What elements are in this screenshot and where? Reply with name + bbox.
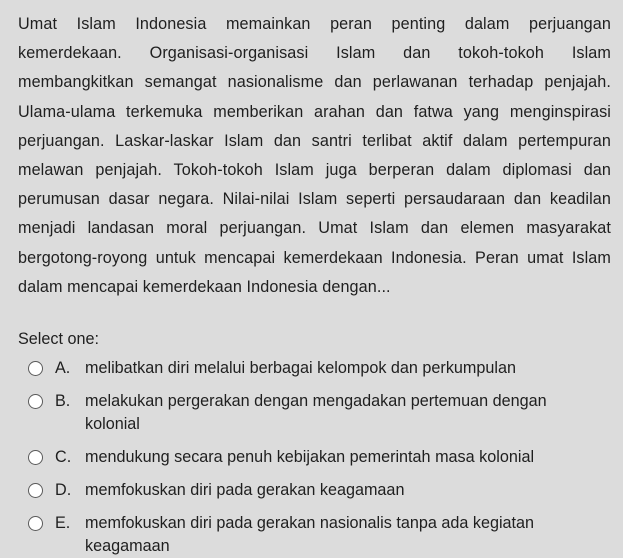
radio-button-e[interactable] — [28, 516, 43, 531]
question-text: Umat Islam Indonesia memainkan peran penting dalam perjuangan kemerdekaan. Organisasi-organisasi Islam dan tokoh-tokoh Islam membangkitkan semangat nasionalisme dan perlawanan terhadap penjajah. Ulama-ulama terkemuka memberikan arahan dan fatwa yang menginspirasi perjuangan. Laskar-laskar Islam dan santri terlibat aktif dalam pertempuran melawan penjajah. Tokoh-tokoh Islam juga berperan dalam diplomasi dan perumusan dasar negara. Nilai-nilai Islam seperti persaudaraan dan keadilan menjadi landasan moral perjuangan. Umat Islam dan elemen masyarakat bergotong-royong untuk mencapai kemerdekaan Indonesia. Peran umat Islam dalam mencapai kemerdekaan Indonesia dengan... — [18, 15, 611, 296]
option-letter: B. — [55, 392, 71, 411]
option-letter: A. — [55, 359, 71, 378]
option-text: memfokuskan diri pada gerakan keagamaan — [85, 481, 405, 500]
answer-option-a[interactable] — [18, 357, 611, 380]
option-text: melibatkan diri melalui berbagai kelompok dan perkumpulan — [85, 359, 517, 378]
option-text: memfokuskan diri pada gerakan nasionalis tanpa ada kegiatan keagamaan — [85, 514, 535, 556]
answer-option-c[interactable] — [18, 446, 611, 469]
radio-button-a[interactable] — [28, 361, 43, 376]
radio-button-c[interactable] — [28, 450, 43, 465]
option-text: melakukan pergerakan dengan mengadakan pertemuan dengan kolonial — [85, 392, 547, 434]
answer-option-b[interactable] — [18, 390, 611, 436]
option-letter: C. — [55, 448, 72, 467]
select-one-label: Select one: — [18, 330, 99, 349]
option-text: mendukung secara penuh kebijakan pemerintah masa kolonial — [85, 448, 535, 467]
answer-option-e[interactable] — [18, 512, 611, 558]
option-letter: D. — [55, 481, 72, 500]
radio-button-d[interactable] — [28, 483, 43, 498]
answer-option-d[interactable] — [18, 479, 611, 502]
answer-options — [18, 357, 611, 558]
option-letter: E. — [55, 514, 71, 533]
radio-button-b[interactable] — [28, 394, 43, 409]
